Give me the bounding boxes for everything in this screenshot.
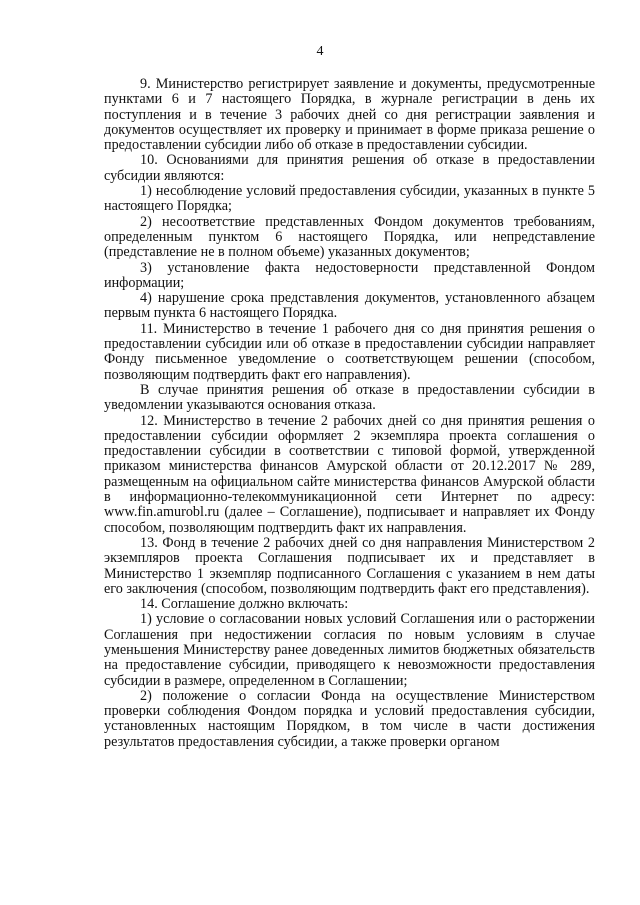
paragraph-14: 14. Соглашение должно включать: [140, 596, 349, 613]
paragraph-12: 12. Министерство в течение 2 рабочих дней со дня принятия решения о предоставлении субсидии оформляет 2 экземпляра проекта соглашения о предоставлении субсидии в соответствии с типовой формой, утвержденной приказом министерства финансов Амурской области от 20.12.2017 № 289, размещенным на официальном сайте министерства финансов Амурской области в информационно-телекоммуникационной сети Интернет по адресу: www.fin.amurobl.ru (далее – Соглашение), подписывает и направляет их Фонду способом, позволяющим подтвердить факт их направления. [104, 412, 595, 536]
paragraph-13: 13. Фонд в течение 2 рабочих дней со дня направления Министерством 2 экземпляров проекта Соглашения подписывает их и представляет в Министерство 1 экземпляр подписанного Соглашения с указанием в нем даты его заключения (способом, позволяющим подтвердить факт его представления). [104, 534, 595, 597]
paragraph-10-item-1: 1) несоблюдение условий предоставления субсидии, указанных в пункте 5 настоящего Порядка; [104, 183, 595, 215]
paragraph-9: 9. Министерство регистрирует заявление и документы, предусмотренные пунктами 6 и 7 настоящего Порядка, в журнале регистрации в день их поступления и в течение 3 рабочих дней со дня регистрации заявления и документов осуществляет их проверку и принимает в форме приказа решение о предоставлении субсидии либо об отказе в предоставлении субсидии. [104, 76, 595, 154]
page-number: 4 [316, 44, 324, 59]
paragraph-10-item-2: 2) несоответствие представленных Фондом документов требованиям, определенным пунктом 6 настоящего Порядка, или непредставление (представление не в полном объеме) указанных документов; [104, 213, 595, 261]
paragraph-14-item-2: 2) положение о согласии Фонда на осуществление Министерством проверки соблюдения Фондом порядка и условий предоставления субсидии, установленных настоящим Порядком, в том числе в части достижения результатов предоставления субсидии, а также проверки органом [104, 687, 595, 750]
paragraph-11-refusal: В случае принятия решения об отказе в предоставлении субсидии в уведомлении указываются основания отказа. [104, 381, 595, 414]
document-body [104, 77, 595, 750]
paragraph-14-item-1: 1) условие о согласовании новых условий Соглашения или о расторжении Соглашения при недостижении согласия по новым условиям в случае уменьшения Министерству ранее доведенных лимитов бюджетных обязательств на предоставление субсидии, приводящего к невозможности предоставления субсидии в размере, определенном в Соглашении; [104, 611, 595, 689]
paragraph-10-item-3: 3) установление факта недостоверности представленной Фондом информации; [104, 259, 595, 291]
paragraph-10-item-4: 4) нарушение срока представления документов, установленного абзацем первым пункта 6 настоящего Порядка. [104, 290, 595, 322]
paragraph-11: 11. Министерство в течение 1 рабочего дня со дня принятия решения о предоставлении субсидии или об отказе в предоставлении субсидии направляет Фонду письменное уведомление о соответствующем решении (способом, позволяющим подтвердить факт его направления). [104, 320, 595, 383]
paragraph-10: 10. Основаниями для принятия решения об отказе в предоставлении субсидии являются: [104, 152, 595, 184]
